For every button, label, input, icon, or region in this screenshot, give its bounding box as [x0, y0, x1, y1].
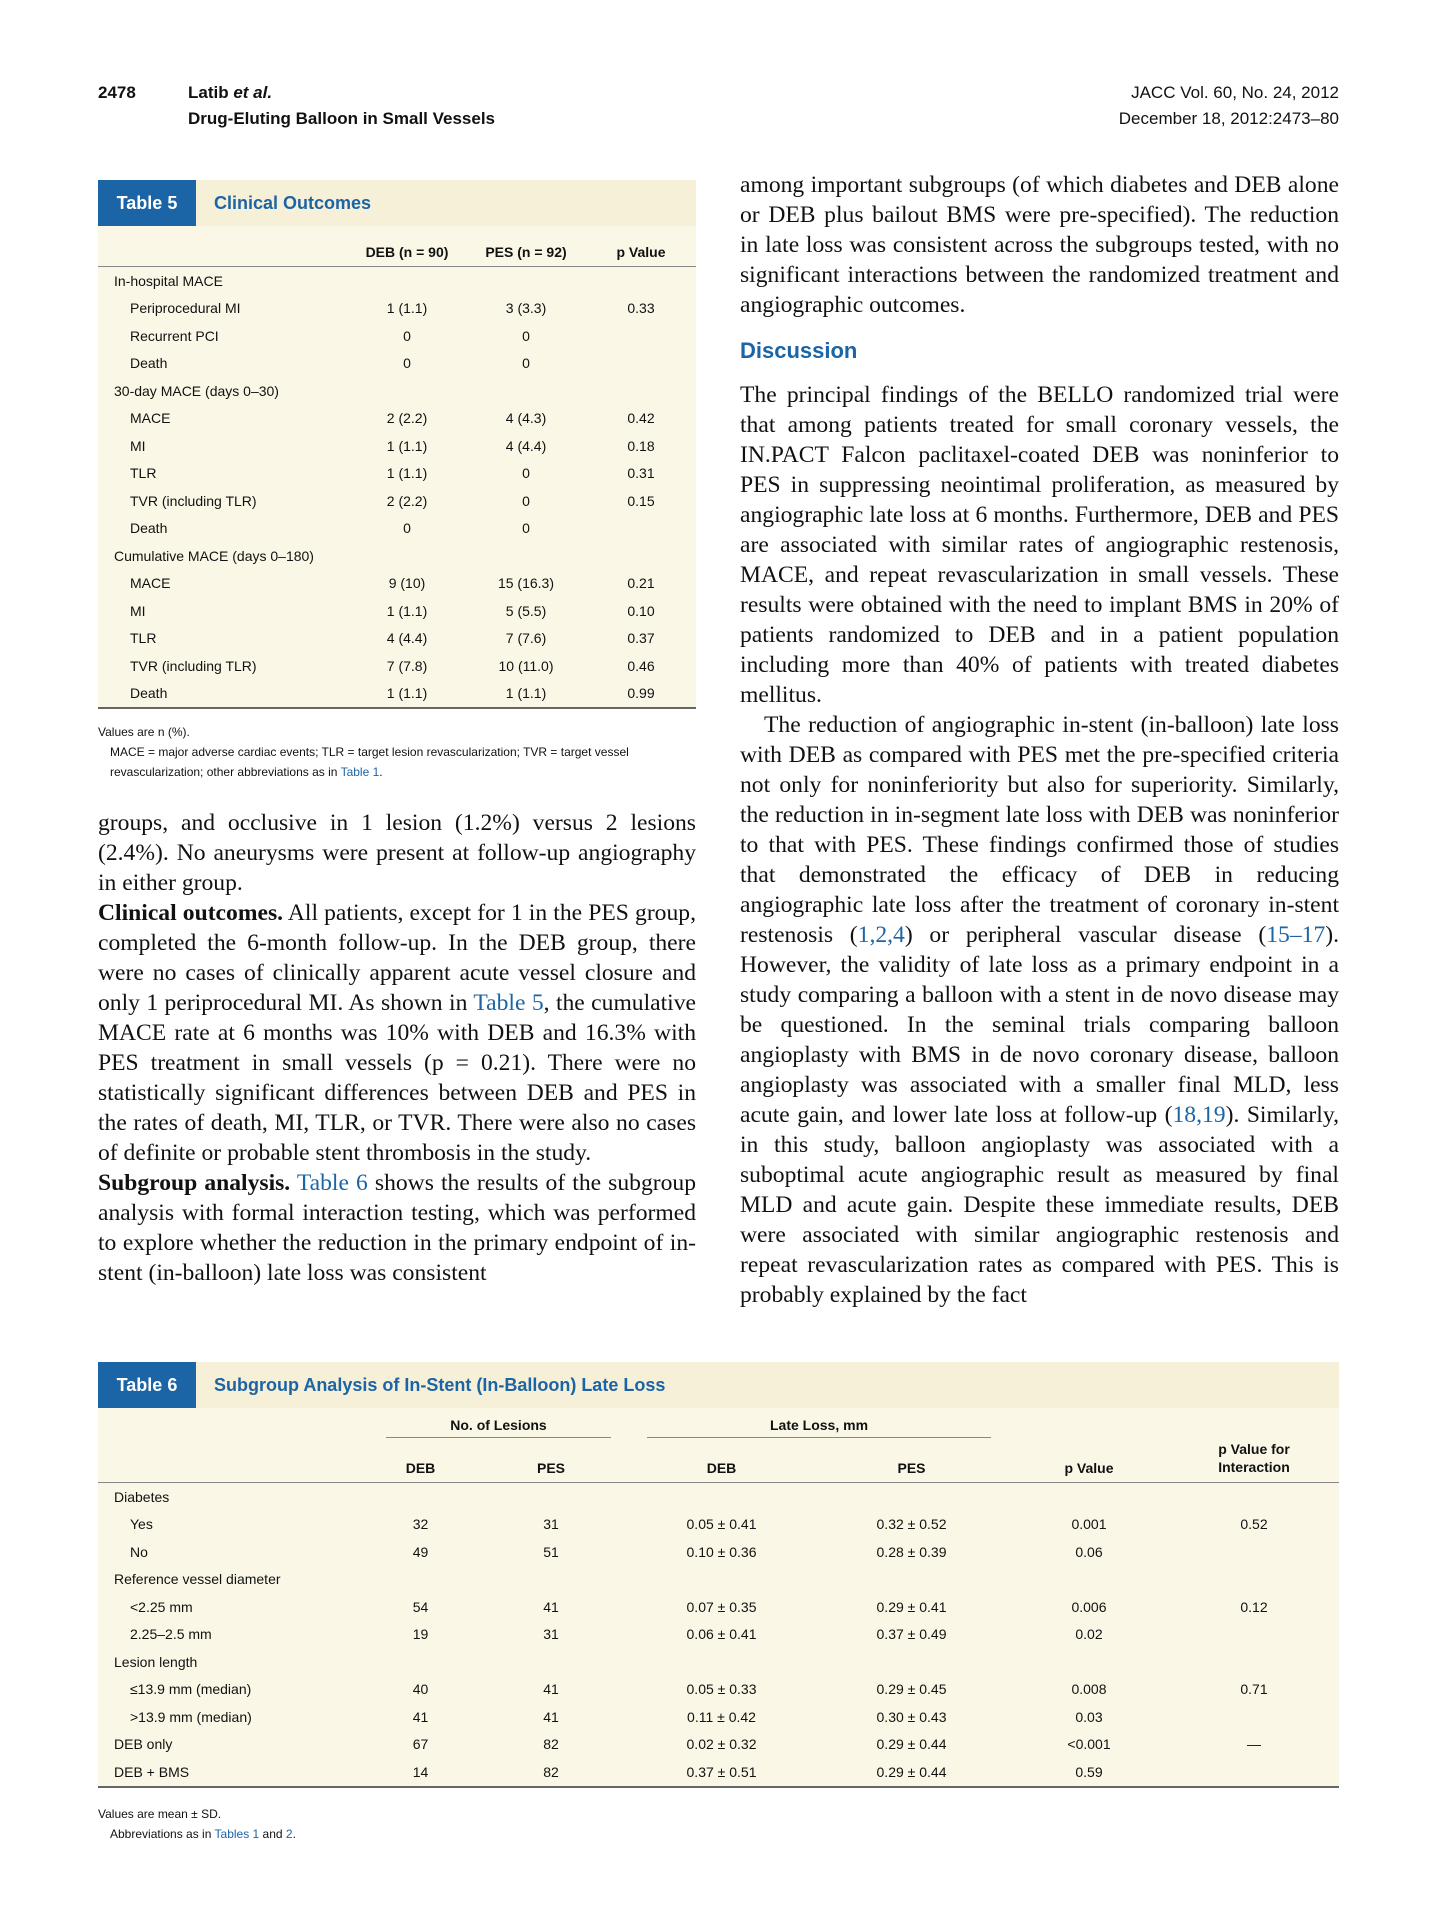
table-5-link[interactable]: Table 5	[473, 990, 544, 1016]
row-label: 2.25–2.5 mm	[130, 1626, 212, 1643]
table-5-footnote-2: MACE = major adverse cardiac events; TLR = target lesion revascularization; TVR = target vessel revascularization; other abbreviations as in Table 1.	[110, 745, 629, 779]
table-cell: 4 (4.3)	[505, 410, 547, 427]
table-cell: 10 (11.0)	[498, 657, 554, 674]
table-cell	[586, 515, 696, 543]
table-cell: 0.59	[1075, 1763, 1103, 1780]
column-header: DEB (n = 90)	[348, 226, 466, 267]
row-label: DEB + BMS	[114, 1763, 190, 1780]
column-header: p Value	[586, 226, 696, 267]
table-6-column-headers	[98, 1442, 1339, 1483]
row-label: Recurrent PCI	[130, 327, 219, 344]
run-in-heading: Clinical outcomes.	[98, 900, 284, 926]
table-cell: 0	[522, 327, 530, 344]
table-cell: 0.10	[627, 602, 655, 619]
row-label: TLR	[130, 630, 157, 647]
table-cell: 7 (7.6)	[505, 630, 547, 647]
table-cell: 0.29 ± 0.44	[876, 1736, 947, 1753]
table-cell: 0.006	[1071, 1598, 1107, 1615]
row-label: DEB only	[114, 1736, 173, 1753]
row-label: Death	[130, 355, 168, 372]
table-cell: 0.99	[627, 685, 655, 702]
table-cell	[1169, 1538, 1339, 1566]
table-cell: 0.42	[627, 410, 655, 427]
row-label: Death	[130, 520, 168, 537]
table-cell: 41	[412, 1708, 429, 1725]
page-number: 2478	[98, 83, 136, 102]
table-cell: 49	[412, 1543, 429, 1560]
table-cell: 5 (5.5)	[505, 602, 547, 619]
table-cell: 0.28 ± 0.39	[876, 1543, 947, 1560]
table-5-footnotes	[98, 722, 696, 782]
table-row	[98, 1621, 1339, 1649]
left-column-text	[98, 808, 696, 1288]
authors: Latib et al.	[188, 83, 273, 102]
table-cell: 0.52	[1240, 1516, 1268, 1533]
table-row	[98, 625, 696, 653]
group-row	[98, 1566, 1339, 1594]
group-row	[98, 1483, 1339, 1511]
table-cell: 0.05 ± 0.41	[686, 1516, 757, 1533]
table-cell: 0.11 ± 0.42	[687, 1708, 756, 1725]
table-cell: 0.29 ± 0.41	[876, 1598, 947, 1615]
table-cell: 0.06	[1075, 1543, 1103, 1560]
table-6-footnotes	[98, 1804, 698, 1844]
table-cell: <0.001	[1067, 1736, 1111, 1753]
table-cell: 0.03	[1075, 1708, 1103, 1725]
table-row	[98, 487, 696, 515]
table-cell: 0.02 ± 0.32	[686, 1736, 757, 1753]
span-header-lesions: No. of Lesions	[368, 1408, 629, 1442]
paragraph: among important subgroups (of which diabetes and DEB alone or DEB plus bailout BMS were pre-specified). The reduction in late loss was consistent across the subgroups tested, with no significant interactions between the randomized treatment and angiographic outcomes.	[740, 172, 1339, 318]
table-row	[98, 1511, 1339, 1539]
row-label: <2.25 mm	[130, 1598, 193, 1615]
table-cell: 0.21	[627, 575, 655, 592]
row-label: MACE	[130, 410, 171, 427]
table-cell: 67	[412, 1736, 429, 1753]
row-label: MI	[130, 437, 146, 454]
column-header: DEB	[368, 1442, 473, 1483]
group-row	[98, 377, 696, 405]
column-header: PES (n = 92)	[466, 226, 586, 267]
group-row	[98, 267, 696, 295]
paragraph: The reduction of angiographic in-stent (in-balloon) late loss with DEB as compared with PES met the pre-specified criteria not only for noninferiority but also for superiority. Similarly, the reduction in in-segment late loss with DEB was noninferior to that with PES. These findings confirmed those of studies that demonstrated the efficacy of DEB in reducing angiographic late loss after the treatment of coronary in-stent restenosis (1,2,4) or peripheral vascular disease (15–17). However, the validity of late loss as a primary endpoint in a study comparing a balloon with a stent in de novo disease may be questioned. In the seminal trials comparing balloon angioplasty with BMS in de novo coronary disease, balloon angioplasty was associated with a smaller final MLD, less acute gain, and lower late loss at follow-up (18,19). Similarly, in this study, balloon angioplasty was associated with a suboptimal acute angiographic result as measured by final MLD and acute gain. Despite these immediate results, DEB were associated with similar angiographic restenosis and repeat revascularization rates as compared with PES. This is probably explained by the fact	[740, 712, 1339, 1308]
table-row	[98, 295, 696, 323]
table-cell: 0.31	[627, 465, 655, 482]
column-header: PES	[473, 1442, 629, 1483]
table-cell: 0.71	[1240, 1681, 1268, 1698]
group-label: Reference vessel diameter	[114, 1571, 281, 1588]
table-cell: 0	[522, 520, 530, 537]
table-5	[98, 180, 696, 709]
table-cell	[1169, 1758, 1339, 1786]
table-cell: —	[1247, 1736, 1261, 1753]
row-label: Periprocedural MI	[130, 300, 241, 317]
running-header-left	[98, 80, 495, 132]
citation-link[interactable]: 18,19	[1172, 1102, 1226, 1128]
table-5-body	[98, 226, 696, 709]
paragraph-subgroup-analysis: Subgroup analysis. Table 6 shows the results of the subgroup analysis with formal interaction testing, which was performed to explore whether the reduction in the primary endpoint of in-stent (in-balloon) late loss was consistent	[98, 1170, 696, 1286]
table-cell	[586, 322, 696, 350]
table-cell: 0.05 ± 0.33	[686, 1681, 757, 1698]
row-label: TLR	[130, 465, 157, 482]
table-cell: 2 (2.2)	[386, 410, 428, 427]
table-cell	[586, 350, 696, 378]
table-cell: 0.33	[627, 300, 655, 317]
group-label: 30-day MACE (days 0–30)	[114, 382, 279, 399]
table-cell: 0.37 ± 0.51	[686, 1763, 757, 1780]
row-label: ≤13.9 mm (median)	[130, 1681, 252, 1698]
table-cell: 1 (1.1)	[386, 300, 428, 317]
table-row	[98, 597, 696, 625]
row-label: Death	[130, 685, 168, 702]
table-6-footnote-1: Values are mean ± SD.	[98, 1807, 222, 1821]
table-cell: 0	[522, 355, 530, 372]
table-row	[98, 1593, 1339, 1621]
table-cell: 9 (10)	[388, 575, 426, 592]
table-1-link[interactable]: Table 1	[340, 765, 380, 779]
table-row	[98, 1538, 1339, 1566]
table-row	[98, 652, 696, 680]
table-cell: 0.37	[627, 630, 655, 647]
table-row	[98, 460, 696, 488]
table-cell: 41	[543, 1598, 559, 1615]
column-header-interaction: p Value for Interaction	[1169, 1408, 1339, 1483]
table-cell: 0.46	[627, 657, 655, 674]
table-cell: 0.10 ± 0.36	[686, 1543, 757, 1560]
paragraph: The principal findings of the BELLO randomized trial were that among patients treated for small coronary vessels, the IN.PACT Falcon paclitaxel-coated DEB was noninferior to PES in suppressing neointimal proliferation, as measured by angiographic late loss at 6 months. Furthermore, DEB and PES are associated with similar rates of angiographic restenosis, MACE, and repeat revascularization in small vessels. These results were obtained with the need to implant BMS in 20% of patients randomized to DEB and in a patient population including more than 40% of patients with treated diabetes mellitus.	[740, 382, 1339, 708]
table-cell: 14	[412, 1763, 429, 1780]
table-row	[98, 1703, 1339, 1731]
paragraph-clinical-outcomes: Clinical outcomes. All patients, except for 1 in the PES group, completed the 6-month follow-up. In the DEB group, there were no cases of clinically apparent acute vessel closure and only 1 periprocedural MI. As shown in Table 5, the cumulative MACE rate at 6 months was 10% with DEB and 16.3% with PES treatment in small vessels (p = 0.21). There were no statistically significant differences between DEB and PES in the rates of death, MI, TLR, or TVR. There were also no cases of definite or probable stent thrombosis in the study.	[98, 900, 697, 1166]
group-label: In-hospital MACE	[114, 272, 223, 289]
table-cell: 31	[543, 1626, 559, 1643]
row-label: MACE	[130, 575, 171, 592]
table-cell: 0.18	[627, 437, 655, 454]
table-cell: 4 (4.4)	[386, 630, 428, 647]
short-title: Drug-Eluting Balloon in Small Vessels	[188, 109, 496, 128]
table-row	[98, 680, 696, 708]
column-header: PES	[814, 1442, 1009, 1483]
table-cell: 15 (16.3)	[497, 575, 555, 592]
row-label: Yes	[130, 1516, 153, 1533]
table-cell: 0.32 ± 0.52	[876, 1516, 947, 1533]
group-label: Lesion length	[114, 1653, 198, 1670]
table-row	[98, 1758, 1339, 1786]
column-header: p Value	[1009, 1442, 1169, 1483]
table-6-span-headers	[98, 1408, 1339, 1442]
table-cell: 0	[403, 520, 411, 537]
table-6-link[interactable]: Table 6	[296, 1170, 368, 1196]
table-5-label: Table 5	[98, 180, 196, 226]
row-label: >13.9 mm (median)	[130, 1708, 252, 1725]
table-cell: 0.29 ± 0.44	[876, 1763, 947, 1780]
table-row	[98, 432, 696, 460]
table-cell: 41	[543, 1681, 559, 1698]
table-cell: 1 (1.1)	[386, 437, 428, 454]
table-cell: 7 (7.8)	[386, 657, 428, 674]
table-5-header	[98, 180, 696, 226]
running-header-right	[1119, 80, 1339, 132]
table-cell: 32	[412, 1516, 429, 1533]
table-cell: 1 (1.1)	[505, 685, 547, 702]
paragraph: groups, and occlusive in 1 lesion (1.2%) versus 2 lesions (2.4%). No aneurysms were present at follow-up angiography in either group.	[98, 810, 696, 896]
table-cell: 0.12	[1240, 1598, 1268, 1615]
span-header-late-loss: Late Loss, mm	[629, 1408, 1009, 1442]
table-cell: 41	[543, 1708, 559, 1725]
table-row	[98, 350, 696, 378]
table-cell: 1 (1.1)	[386, 602, 428, 619]
table-6	[98, 1362, 1339, 1788]
citation-link[interactable]: 1,2,4	[857, 922, 905, 948]
table-5-column-headers	[98, 226, 696, 267]
table-6-title: Subgroup Analysis of In-Stent (In-Balloon) Late Loss	[214, 1374, 666, 1395]
table-row	[98, 322, 696, 350]
group-label: Cumulative MACE (days 0–180)	[114, 547, 314, 564]
table-cell	[1169, 1703, 1339, 1731]
row-label: TVR (including TLR)	[130, 657, 257, 674]
table-cell: 0	[522, 492, 530, 509]
table-cell: 0.30 ± 0.43	[876, 1708, 947, 1725]
table-1-link[interactable]: Tables 1	[214, 1827, 260, 1841]
row-label: TVR (including TLR)	[130, 492, 257, 509]
table-cell: 4 (4.4)	[505, 437, 547, 454]
table-cell: 0.001	[1071, 1516, 1107, 1533]
table-cell: 0	[403, 327, 411, 344]
table-cell: 1 (1.1)	[386, 465, 428, 482]
table-cell: 0.29 ± 0.45	[876, 1681, 947, 1698]
table-row	[98, 1676, 1339, 1704]
table-cell	[1169, 1621, 1339, 1649]
group-label: Diabetes	[114, 1488, 170, 1505]
table-cell: 40	[412, 1681, 429, 1698]
table-6-label: Table 6	[98, 1362, 196, 1408]
journal-info: JACC Vol. 60, No. 24, 2012	[1131, 83, 1339, 102]
table-2-link[interactable]: 2	[285, 1827, 293, 1841]
table-cell: 0	[522, 465, 530, 482]
row-label: No	[130, 1543, 148, 1560]
table-cell: 82	[543, 1736, 559, 1753]
table-6-body	[98, 1408, 1339, 1788]
table-cell: 0.15	[627, 492, 655, 509]
table-cell: 19	[412, 1626, 429, 1643]
section-heading-discussion: Discussion	[740, 338, 858, 363]
issue-date: December 18, 2012:2473–80	[1118, 109, 1339, 128]
group-row	[98, 542, 696, 570]
table-cell: 51	[543, 1543, 559, 1560]
table-row	[98, 570, 696, 598]
row-label: MI	[130, 602, 146, 619]
table-cell: 0.02	[1075, 1626, 1103, 1643]
table-row	[98, 515, 696, 543]
right-column-text	[740, 170, 1339, 1310]
table-cell: 54	[412, 1598, 429, 1615]
table-cell: 0.37 ± 0.49	[876, 1626, 947, 1643]
citation-link[interactable]: 15–17	[1266, 922, 1326, 948]
table-cell: 31	[543, 1516, 559, 1533]
table-cell: 0.07 ± 0.35	[686, 1598, 757, 1615]
column-header: DEB	[629, 1442, 814, 1483]
table-6-header	[98, 1362, 1339, 1408]
table-cell: 82	[543, 1763, 559, 1780]
table-cell: 3 (3.3)	[505, 300, 547, 317]
table-cell: 2 (2.2)	[386, 492, 428, 509]
table-5-footnote-1: Values are n (%).	[98, 725, 190, 739]
table-cell: 0.008	[1071, 1681, 1107, 1698]
table-row	[98, 405, 696, 433]
table-cell: 0	[403, 355, 411, 372]
table-5-title: Clinical Outcomes	[214, 192, 372, 213]
table-6-footnote-2: Abbreviations as in Tables 1 and 2.	[110, 1827, 296, 1841]
run-in-heading: Subgroup analysis.	[98, 1170, 291, 1196]
table-cell: 1 (1.1)	[386, 685, 428, 702]
table-row	[98, 1731, 1339, 1759]
table-cell: 0.06 ± 0.41	[686, 1626, 757, 1643]
group-row	[98, 1648, 1339, 1676]
